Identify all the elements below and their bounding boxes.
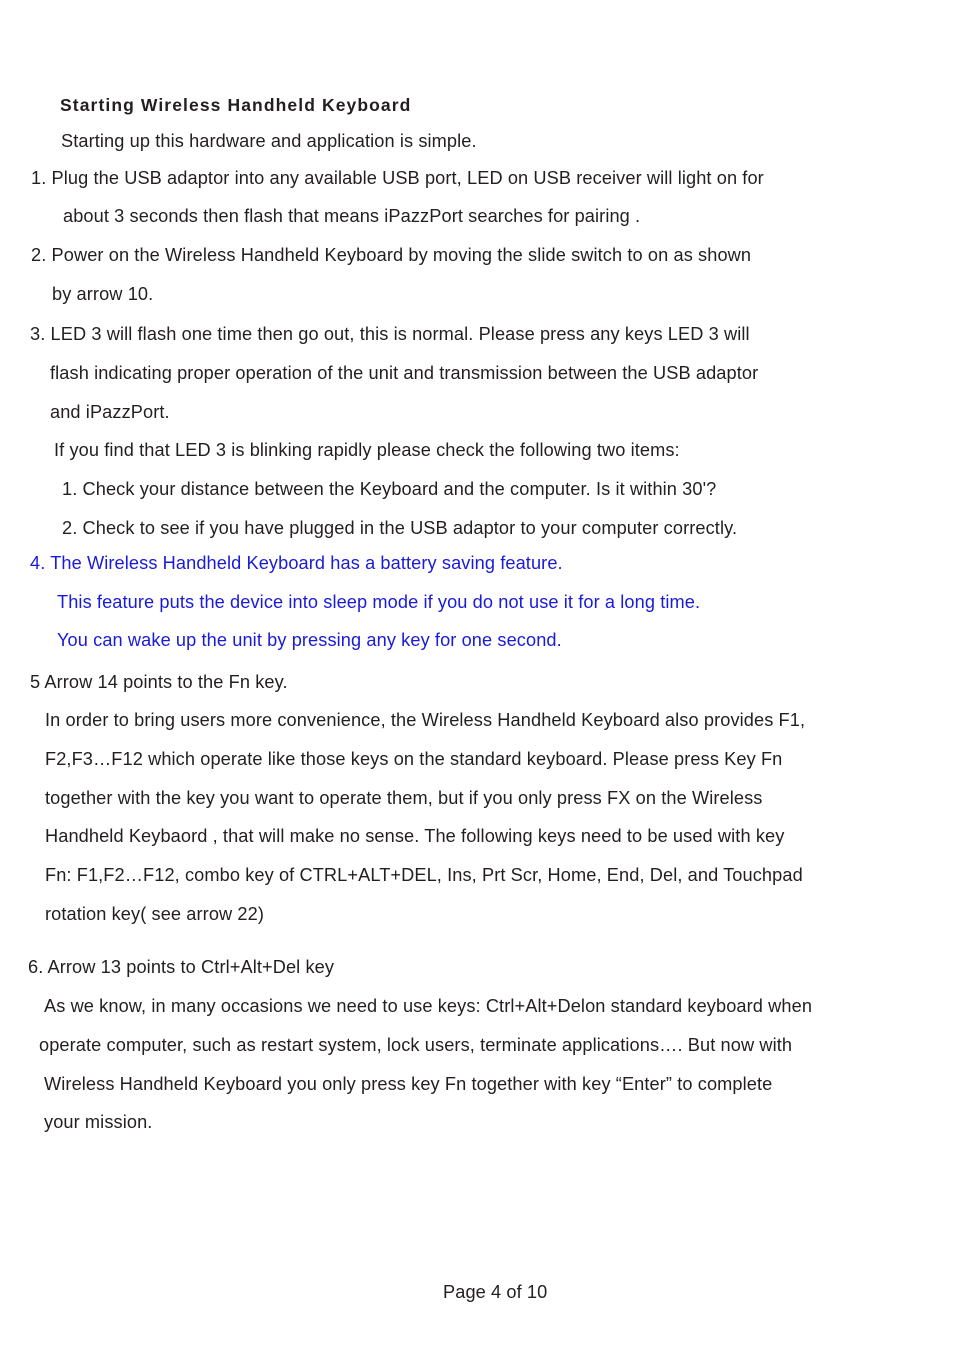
item-6-line-3: Wireless Handheld Keyboard you only press key Fn together with key “Enter” to complete	[44, 1074, 773, 1094]
item-3-line-3: and iPazzPort.	[50, 402, 170, 422]
item-4-line-2: This feature puts the device into sleep mode if you do not use it for a long time.	[57, 592, 701, 612]
item-5-line-1: In order to bring users more convenience, the Wireless Handheld Keyboard also provides F1,	[45, 710, 806, 730]
item-6-line-1: As we know, in many occasions we need to use keys: Ctrl+Alt+Delon standard keyboard when	[44, 996, 813, 1016]
item-5-line-2: F2,F3…F12 which operate like those keys on the standard keyboard. Please press Key Fn	[45, 749, 783, 769]
item-4-line-1: 4. The Wireless Handheld Keyboard has a battery saving feature.	[30, 553, 563, 573]
item-3-line-1: 3. LED 3 will flash one time then go out, this is normal. Please press any keys LED 3 will	[30, 324, 750, 344]
item-4-line-3: You can wake up the unit by pressing any key for one second.	[57, 630, 562, 650]
item-5-line-5: Fn: F1,F2…F12, combo key of CTRL+ALT+DEL, Ins, Prt Scr, Home, End, Del, and Touchpad	[45, 865, 803, 885]
item-3-line-2: flash indicating proper operation of the unit and transmission between the USB adaptor	[50, 363, 759, 383]
item-3-check-1: 1. Check your distance between the Keyboard and the computer. Is it within 30'?	[62, 479, 717, 499]
page-number: Page 4 of 10	[443, 1282, 548, 1302]
item-5-line-4: Handheld Keybaord , that will make no sense. The following keys need to be used with key	[45, 826, 785, 846]
intro-text: Starting up this hardware and application is simple.	[61, 131, 477, 151]
item-3-check-2: 2. Check to see if you have plugged in the USB adaptor to your computer correctly.	[62, 518, 738, 538]
section-heading: Starting Wireless Handheld Keyboard	[60, 95, 412, 115]
item-6-line-4: your mission.	[44, 1112, 153, 1132]
item-5-title: 5 Arrow 14 points to the Fn key.	[30, 672, 288, 692]
item-3-note: If you find that LED 3 is blinking rapidly please check the following two items:	[54, 440, 680, 460]
item-5-line-3: together with the key you want to operate them, but if you only press FX on the Wireless	[45, 788, 763, 808]
item-1-line-1: 1. Plug the USB adaptor into any available USB port, LED on USB receiver will light on for	[31, 168, 764, 188]
item-2-line-2: by arrow 10.	[52, 284, 154, 304]
item-6-title: 6. Arrow 13 points to Ctrl+Alt+Del key	[28, 957, 335, 977]
item-2-line-1: 2. Power on the Wireless Handheld Keyboard by moving the slide switch to on as shown	[31, 245, 752, 265]
item-5-line-6: rotation key( see arrow 22)	[45, 904, 265, 924]
item-6-line-2: operate computer, such as restart system, lock users, terminate applications…. But now with	[39, 1035, 793, 1055]
item-1-line-2: about 3 seconds then flash that means iPazzPort searches for pairing .	[63, 206, 641, 226]
